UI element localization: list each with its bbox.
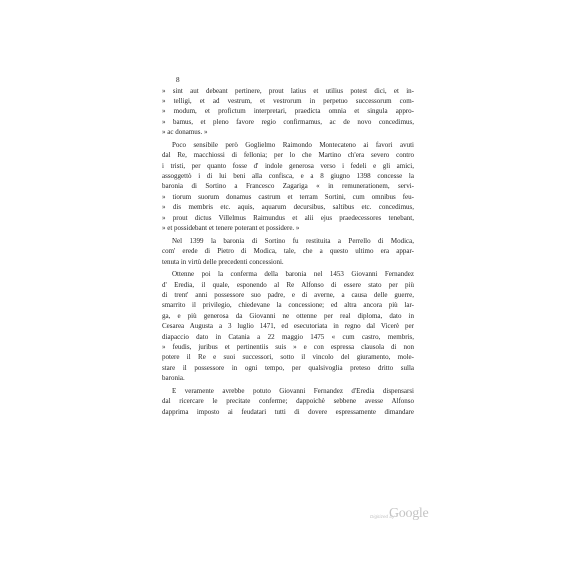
- text-line: potere il Re e suoi successori, sotto il vincolo del giuramento, mole-: [162, 353, 414, 362]
- text-line: com' erede di Pietro di Modica, tale, che a questo ultimo era appar-: [162, 247, 414, 256]
- text-line: Cesarea Augusta a 3 luglio 1471, ed esecutoriata in regno dal Vicerè per: [162, 322, 414, 331]
- text-line: smarrito il privilegio, chiedevane la concessione; ed altra ancora più lar-: [162, 301, 414, 310]
- text-line: ga, e più generosa da Giovanni ne ottenne per real diploma, dato in: [162, 311, 414, 320]
- text-line: d' Eredia, il quale, esponendo al Re Alfonso di essere stato per più: [162, 280, 414, 289]
- text-line: tenuta in virtù delle precedenti concessioni.: [162, 257, 284, 266]
- text-line: stare il possessore in ogni tempo, per qualsivoglia preteso dritto sulla: [162, 363, 414, 372]
- page-number: 8: [176, 76, 180, 84]
- text-line: Ottenne poi la conferma della baronia nel 1453 Giovanni Fernandez: [172, 270, 414, 279]
- text-line: dal ricercare le precitate conferme; dappoichè sebbene avesse Alfonso: [162, 397, 414, 406]
- google-logo: Google: [389, 506, 429, 521]
- text-line: i tristi, per quanto fosse d' indole generosa verso i fedeli e gli amici,: [162, 161, 414, 170]
- text-line: » et possidebant et tenere poterant et possidere. »: [162, 223, 300, 232]
- text-line: Poco sensibile però Goglielmo Raimondo Montecateno ai favori avuti: [172, 140, 414, 149]
- text-line: » telligi, et ad vestrum, et vestrorum in perpetuo successorum com-: [162, 96, 414, 105]
- text-line: Nel 1399 la baronia di Sortino fu restituita a Perrello di Modica,: [172, 236, 414, 245]
- text-line: » modum, et profictum interpretari, praedicta omnia et singula appro-: [162, 107, 414, 116]
- text-line: diapaccio dato in Catania a 22 maggio 1475 « cum castro, membris,: [162, 332, 414, 341]
- text-line: » feudis, juribus et pertinentiis suis » e con espressa clausola di non: [162, 343, 414, 352]
- text-line: baronia di Sortino a Francesco Zagariga « in remunerationem, servi-: [162, 182, 414, 191]
- digitized-by-google-watermark: [370, 506, 430, 528]
- text-line: » dis membris etc. aquis, aquarum decursibus, saltibus etc. concedimus,: [162, 203, 414, 212]
- text-line: » tiorum suorum donamus castrum et terram Sortini, cum omnibus feu-: [162, 192, 414, 201]
- text-line: » bamus, et pleno favore regio confirmamus, ac de novo concedimus,: [162, 117, 414, 126]
- body-text: [162, 86, 414, 418]
- text-line: » prout dictus Villelmus Raimundus et alii ejus praedecessores tenebant,: [162, 213, 414, 222]
- text-line: assoggettò i di lui beni alla confisca, e a 8 giugno 1398 concesse la: [162, 172, 414, 181]
- text-line: E veramente avrebbe potuto Giovanni Fernandez d'Eredia dispensarsi: [172, 387, 414, 395]
- text-line: dal Re, macchiossi di fellonia; per lo che Martino ch'era severo contro: [162, 151, 414, 160]
- text-line: di trent' anni possessore suo padre, e di averne, a causa delle guerre,: [162, 291, 414, 300]
- text-line: » ac donamus. »: [162, 128, 208, 137]
- watermark-prefix: Digitized by: [370, 514, 395, 519]
- text-line: dapprima imposto ai feudatari tutti di dovere espressamente dimandare: [162, 407, 414, 416]
- text-line: baronia.: [162, 374, 185, 383]
- text-line: » sint aut debeant pertinere, prout latius et utilius potest dici, et in-: [162, 86, 414, 95]
